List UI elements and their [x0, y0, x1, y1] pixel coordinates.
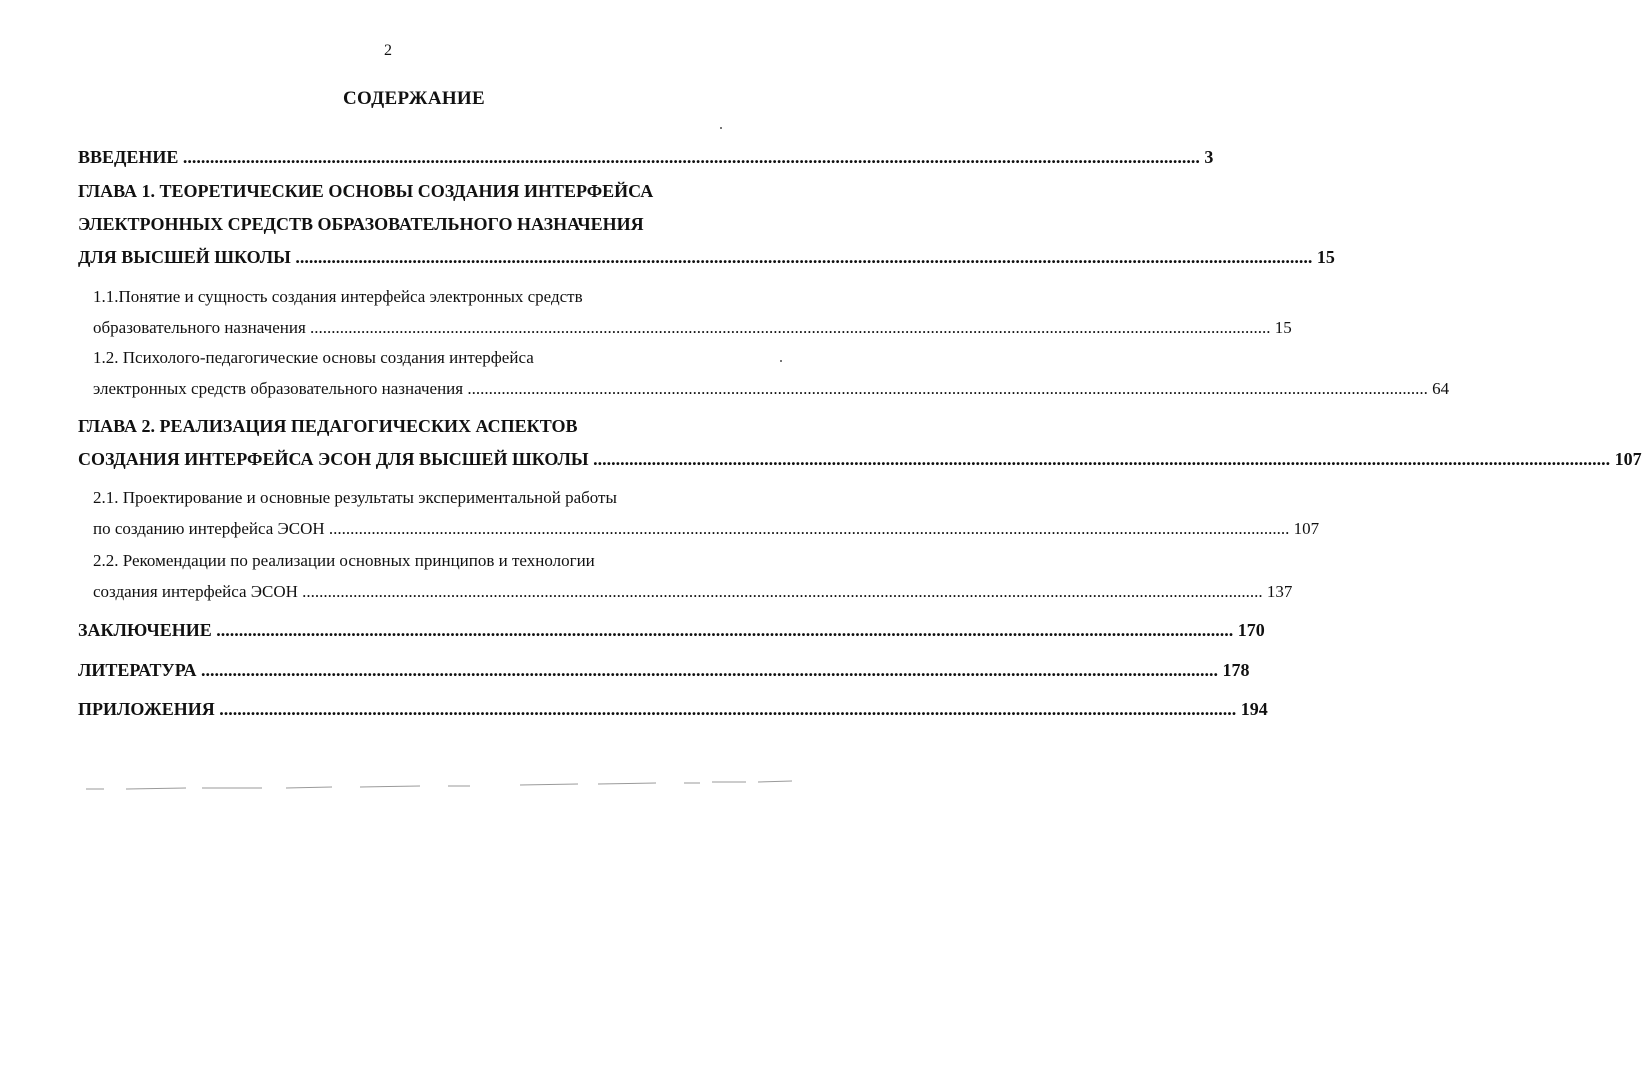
toc-entry-text: 1.2. Психолого-педагогические основы создания интерфейса	[93, 348, 534, 367]
toc-entry-text: ДЛЯ ВЫСШЕЙ ШКОЛЫ	[78, 247, 291, 267]
toc-entry-text: 2.2. Рекомендации по реализации основных принципов и технологии	[93, 551, 595, 570]
toc-entry-text: образовательного назначения	[93, 318, 306, 337]
scan-artifact-lines	[0, 770, 796, 800]
dot-leader	[329, 519, 1290, 538]
toc-page-number: 107	[1614, 449, 1642, 469]
scan-speck	[720, 127, 722, 129]
toc-page-number: 170	[1237, 620, 1265, 640]
dot-leader	[467, 379, 1428, 398]
dot-leader	[183, 147, 1200, 167]
toc-page-number: 64	[1432, 379, 1450, 398]
toc-entry-text: ВВЕДЕНИЕ	[78, 147, 179, 167]
toc-entry-chapter-1	[78, 176, 1335, 275]
dot-leader	[295, 247, 1312, 267]
toc-entry-text: СОЗДАНИЯ ИНТЕРФЕЙСА ЭСОН ДЛЯ ВЫСШЕЙ ШКОЛЫ	[78, 449, 589, 469]
toc-entry-intro	[78, 142, 1214, 175]
toc-page-number: 178	[1222, 660, 1250, 680]
toc-entry-section-2-1	[93, 483, 1320, 545]
dot-leader	[216, 620, 1233, 640]
dot-leader	[201, 660, 1218, 680]
dot-leader	[302, 582, 1263, 601]
toc-entry-text: электронных средств образовательного назначения	[93, 379, 464, 398]
toc-entry-conclusion	[78, 615, 1265, 648]
toc-entry-text: ЛИТЕРАТУРА	[78, 660, 197, 680]
page-number: 2	[384, 42, 392, 59]
dot-leader	[219, 699, 1236, 719]
toc-page-number: 15	[1274, 318, 1292, 337]
toc-entry-text: ЭЛЕКТРОННЫХ СРЕДСТВ ОБРАЗОВАТЕЛЬНОГО НАЗНАЧЕНИЯ	[78, 214, 644, 234]
toc-entry-text: создания интерфейса ЭСОН	[93, 582, 298, 601]
dot-leader	[593, 449, 1610, 469]
toc-page-number: 3	[1204, 147, 1214, 167]
toc-page-number: 107	[1293, 519, 1320, 538]
toc-page-number: 194	[1240, 699, 1268, 719]
toc-entry-chapter-2	[78, 411, 1642, 477]
dot-leader	[310, 318, 1271, 337]
toc-entry-text: 2.1. Проектирование и основные результаты экспериментальной работы	[93, 488, 617, 507]
toc-page-number: 15	[1316, 247, 1335, 267]
toc-entry-appendices	[78, 694, 1268, 727]
toc-entry-text: ПРИЛОЖЕНИЯ	[78, 699, 215, 719]
toc-entry-text: ЗАКЛЮЧЕНИЕ	[78, 620, 212, 640]
toc-entry-text: 1.1.Понятие и сущность создания интерфейса электронных средств	[93, 287, 583, 306]
toc-entry-text: ГЛАВА 1. ТЕОРЕТИЧЕСКИЕ ОСНОВЫ СОЗДАНИЯ ИНТЕРФЕЙСА	[78, 181, 654, 201]
toc-entry-text: ГЛАВА 2. РЕАЛИЗАЦИЯ ПЕДАГОГИЧЕСКИХ АСПЕКТОВ	[78, 416, 578, 436]
toc-entry-section-1-1	[93, 282, 1292, 344]
toc-page-number: 137	[1266, 582, 1293, 601]
toc-entry-text: по созданию интерфейса ЭСОН	[93, 519, 325, 538]
scan-speck	[780, 360, 782, 362]
toc-entry-section-1-2	[93, 343, 1450, 405]
toc-entry-section-2-2	[93, 546, 1293, 608]
toc-entry-literature	[78, 655, 1250, 688]
page-title: СОДЕРЖАНИЕ	[343, 88, 485, 109]
